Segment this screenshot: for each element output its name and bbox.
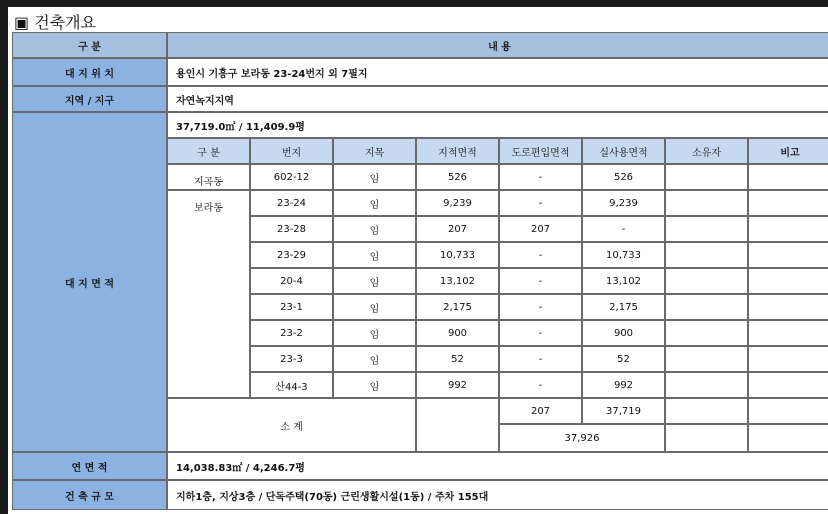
value-zone: 자연녹지지역 (167, 86, 828, 112)
col-lot-number: 번지 (250, 138, 333, 164)
remarks-cell (748, 242, 828, 268)
registered-area-cell: 207 (416, 216, 499, 242)
col-division: 구 분 (167, 138, 250, 164)
col-remarks: 비고 (748, 138, 828, 164)
owner-cell (665, 242, 748, 268)
remarks-cell (748, 216, 828, 242)
remarks-cell (748, 268, 828, 294)
subtotal-remarks-cell (748, 398, 828, 424)
owner-cell (665, 268, 748, 294)
road-area-cell: - (499, 164, 582, 190)
registered-area-cell: 900 (416, 320, 499, 346)
land-category-cell: 임 (333, 372, 416, 398)
col-road-area: 도로편입면적 (499, 138, 582, 164)
usable-area-cell: 2,175 (582, 294, 665, 320)
lot-number-cell: 23-24 (250, 190, 333, 216)
remarks-cell (748, 190, 828, 216)
label-site-location: 대 지 위 치 (12, 58, 167, 86)
lot-number-cell: 23-1 (250, 294, 333, 320)
remarks-cell (748, 164, 828, 190)
usable-area-cell: - (582, 216, 665, 242)
lot-number-cell: 23-29 (250, 242, 333, 268)
owner-cell (665, 294, 748, 320)
subtotal-total-area: 37,926 (499, 424, 665, 452)
subtotal-usable-area: 37,719 (582, 398, 665, 424)
label-building-scale: 건 축 규 모 (12, 480, 167, 510)
usable-area-cell: 13,102 (582, 268, 665, 294)
owner-cell (665, 346, 748, 372)
subtotal-label: 소 계 (167, 398, 416, 452)
owner-cell (665, 372, 748, 398)
label-floor-area: 연 면 적 (12, 452, 167, 480)
registered-area-cell: 2,175 (416, 294, 499, 320)
col-registered-area: 지적면적 (416, 138, 499, 164)
subtotal-road-area: 207 (499, 398, 582, 424)
road-area-cell: - (499, 190, 582, 216)
usable-area-cell: 526 (582, 164, 665, 190)
lot-number-cell: 602-12 (250, 164, 333, 190)
road-area-cell: - (499, 268, 582, 294)
land-category-cell: 임 (333, 190, 416, 216)
registered-area-cell: 526 (416, 164, 499, 190)
owner-cell (665, 320, 748, 346)
land-category-cell: 임 (333, 346, 416, 372)
col-land-category: 지목 (333, 138, 416, 164)
remarks-cell (748, 320, 828, 346)
header-content: 내 용 (167, 32, 828, 58)
remarks-cell (748, 294, 828, 320)
label-zone: 지역 / 지구 (12, 86, 167, 112)
usable-area-cell: 900 (582, 320, 665, 346)
col-owner: 소유자 (665, 138, 748, 164)
subtotal-remarks-cell (748, 424, 828, 452)
lot-number-cell: 산44-3 (250, 372, 333, 398)
value-site-location: 용인시 기흥구 보라동 23-24번지 외 7필지 (167, 58, 828, 86)
registered-area-cell: 13,102 (416, 268, 499, 294)
lot-number-cell: 20-4 (250, 268, 333, 294)
land-category-cell: 임 (333, 320, 416, 346)
lot-number-cell: 23-28 (250, 216, 333, 242)
document-page (8, 7, 828, 514)
owner-cell (665, 216, 748, 242)
col-usable-area: 실사용면적 (582, 138, 665, 164)
road-area-cell: - (499, 346, 582, 372)
road-area-cell: - (499, 242, 582, 268)
remarks-cell (748, 346, 828, 372)
value-site-area: 37,719.0㎡ / 11,409.9평 (167, 112, 828, 138)
remarks-cell (748, 372, 828, 398)
value-building-scale: 지하1층, 지상3층 / 단독주택(70동) 근린생활시설(1동) / 주차 155대 (167, 480, 828, 510)
usable-area-cell: 9,239 (582, 190, 665, 216)
header-category: 구 분 (12, 32, 167, 58)
road-area-cell: 207 (499, 216, 582, 242)
land-category-cell: 임 (333, 294, 416, 320)
subtotal-area-cell (416, 398, 499, 452)
land-category-cell: 임 (333, 164, 416, 190)
road-area-cell: - (499, 372, 582, 398)
subtotal-owner-cell (665, 424, 748, 452)
land-category-cell: 임 (333, 268, 416, 294)
subtotal-owner-cell (665, 398, 748, 424)
owner-cell (665, 190, 748, 216)
value-floor-area: 14,038.83㎡ / 4,246.7평 (167, 452, 828, 480)
registered-area-cell: 10,733 (416, 242, 499, 268)
label-site-area: 대 지 면 적 (12, 112, 167, 452)
lot-number-cell: 23-2 (250, 320, 333, 346)
section-title: ▣ 건축개요 (14, 13, 97, 32)
land-category-cell: 임 (333, 242, 416, 268)
owner-cell (665, 164, 748, 190)
usable-area-cell: 10,733 (582, 242, 665, 268)
land-category-cell: 임 (333, 216, 416, 242)
building-overview-table (12, 32, 828, 514)
usable-area-cell: 992 (582, 372, 665, 398)
registered-area-cell: 9,239 (416, 190, 499, 216)
lot-group-name: 보라동 (167, 190, 250, 398)
lot-group-name: 지곡동 (167, 164, 250, 190)
road-area-cell: - (499, 294, 582, 320)
road-area-cell: - (499, 320, 582, 346)
usable-area-cell: 52 (582, 346, 665, 372)
registered-area-cell: 992 (416, 372, 499, 398)
lot-number-cell: 23-3 (250, 346, 333, 372)
registered-area-cell: 52 (416, 346, 499, 372)
